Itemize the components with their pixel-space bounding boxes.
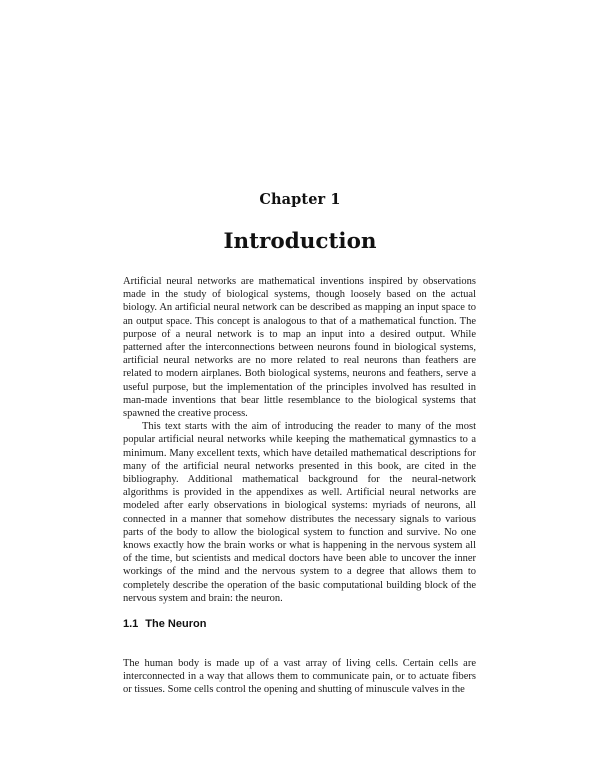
section-number: 1.1 bbox=[123, 618, 139, 630]
chapter-title: Introduction bbox=[223, 229, 377, 254]
intro-text bbox=[123, 275, 476, 605]
section-title: The Neuron bbox=[145, 618, 207, 630]
section-paragraph: The human body is made up of a vast array of living cells. Certain cells are interconnected in a way that allows them to communicate pain, or to actuate fibers or tissues. Some cells control the opening and shutting of minuscule valves in the bbox=[123, 658, 476, 696]
section-heading bbox=[123, 618, 206, 630]
intro-paragraph-1: Artificial neural networks are mathematical inventions inspired by observations made in the study of biological systems, though loosely based on the actual biology. An artificial neural network can be described as mapping an input space to an output space. This concept is analogous to that of a mathematical function. The purpose of a neural network is to map an input into a desired output. While patterned after the interconnections between neurons found in biological systems, artificial neural networks are no more related to real neurons than feathers are related to modern airplanes. Both biological systems, neurons and feathers, serve a useful purpose, but the implementation of the principles involved has resulted in man-made inventions that bear little resemblance to the biological systems that spawned the creative process. bbox=[123, 276, 476, 420]
intro-paragraph-2: This text starts with the aim of introducing the reader to many of the most popular artificial neural networks while keeping the mathematical gymnastics to a minimum. Many excellent texts, which have detailed mathematical descriptions for many of the artificial neural networks presented in this book, are cited in the bibliography. Additional mathematical background for the neural-network algorithms is provided in the appendixes as well. Artificial neural networks are modeled after early observations in biological systems: myriads of neurons, all connected in a manner that somehow distributes the necessary signals to various parts of the body to allow the biological system to function and survive. No one knows exactly how the brain works or what is happening in the nervous system all of the time, but scientists and medical doctors have been able to uncover the inner workings of the mind and the nervous system to a degree that allows them to completely describe the operation of the basic computational building block of the nervous system and brain: the neuron. bbox=[123, 421, 476, 604]
section-text bbox=[123, 657, 476, 697]
chapter-label: Chapter 1 bbox=[259, 191, 341, 208]
